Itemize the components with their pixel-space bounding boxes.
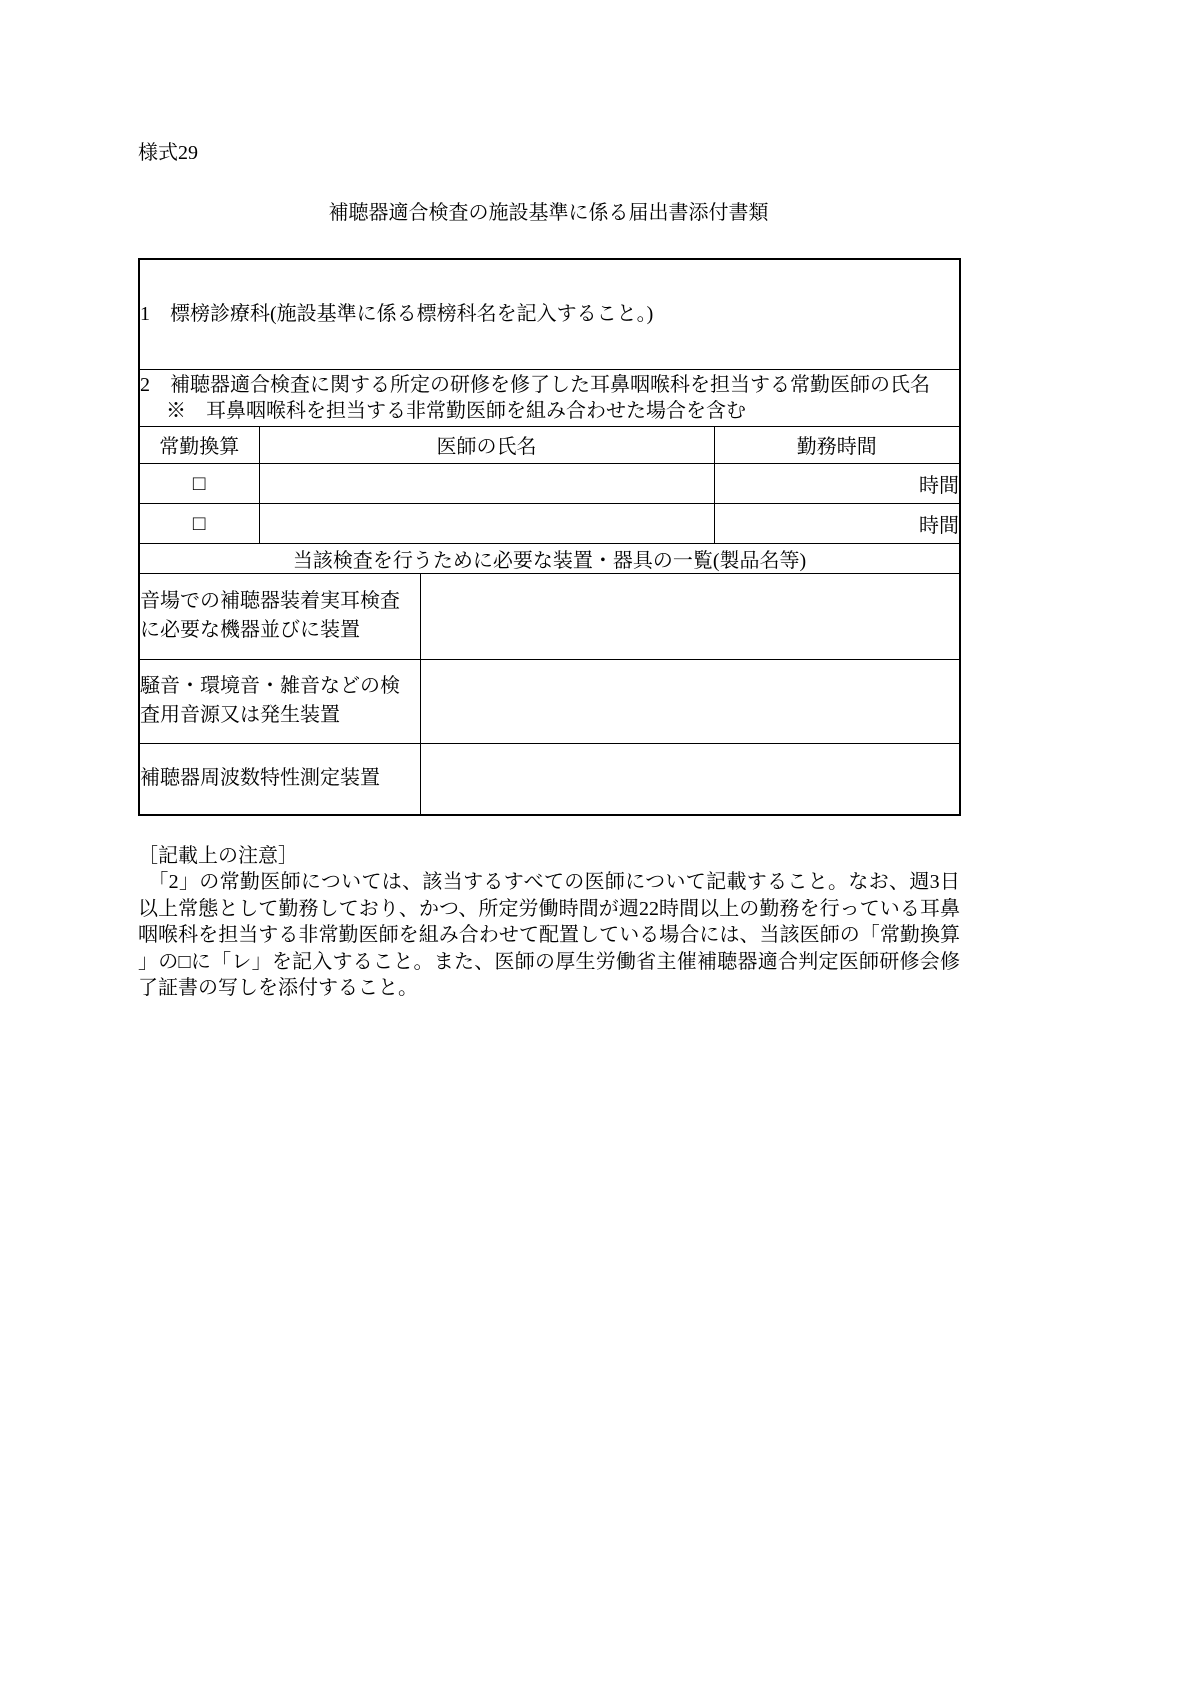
doctors-heading-line1: 2 補聴器適合検査に関する所定の研修を修了した耳鼻咽喉科を担当する常勤医師の氏名 bbox=[140, 373, 930, 396]
equipment-value-frequency-response[interactable] bbox=[420, 743, 960, 815]
equipment-heading-row bbox=[139, 543, 960, 573]
column-header-working-hours: 勤務時間 bbox=[714, 426, 960, 463]
equipment-label-noise-source: 騒音・環境音・雑音などの検査用音源又は発生装置 bbox=[139, 659, 420, 743]
section-clinical-department-row bbox=[139, 259, 960, 369]
doctors-heading-line2: ※ 耳鼻咽喉科を担当する非常勤医師を組み合わせた場合を含む bbox=[166, 399, 746, 422]
doctors-heading-cell bbox=[139, 369, 960, 426]
fte-checkbox-cell-2[interactable] bbox=[139, 503, 259, 543]
doctor-row-1 bbox=[139, 463, 960, 503]
doctor-name-field-2[interactable] bbox=[259, 503, 714, 543]
clinical-department-input-cell[interactable] bbox=[139, 259, 960, 369]
column-header-fte-conversion: 常勤換算 bbox=[139, 426, 259, 463]
column-header-doctor-name: 医師の氏名 bbox=[259, 426, 714, 463]
equipment-heading: 当該検査を行うために必要な装置・器具の一覧(製品名等) bbox=[139, 543, 960, 573]
section-doctors-heading-row bbox=[139, 369, 960, 426]
clinical-department-label: 1 標榜診療科(施設基準に係る標榜科名を記入すること。) bbox=[140, 303, 654, 326]
form-number: 様式29 bbox=[138, 142, 198, 164]
notes-heading: ［記載上の注意］ bbox=[138, 845, 298, 867]
hours-unit-label-1: 時間 bbox=[919, 474, 960, 497]
equipment-row-noise-source bbox=[139, 659, 960, 743]
fte-checkbox-2[interactable]: □ bbox=[192, 510, 206, 535]
form-table bbox=[138, 258, 961, 816]
doctor-row-2 bbox=[139, 503, 960, 543]
equipment-label-sound-field: 音場での補聴器装着実耳検査に必要な機器並びに装置 bbox=[139, 573, 420, 659]
equipment-row-sound-field bbox=[139, 573, 960, 659]
equipment-label-frequency-response: 補聴器周波数特性測定装置 bbox=[139, 743, 420, 815]
notes-body: 「2」の常勤医師については、該当するすべての医師について記載すること。なお、週3日以上常態として勤務しており、かつ、所定労働時間が週22時間以上の勤務を行っている耳鼻咽喉科を担当する非常勤医師を組み合わせて配置している場合には、当該医師の「常勤換算」の□に「レ」を記入すること。また、医師の厚生労働省主催補聴器適合判定医師研修会修了証書の写しを添付すること。 bbox=[138, 871, 960, 999]
page-title: 補聴器適合検査の施設基準に係る届出書添付書類 bbox=[328, 202, 769, 224]
hours-unit-label-2: 時間 bbox=[919, 514, 960, 537]
equipment-value-noise-source[interactable] bbox=[420, 659, 960, 743]
fte-checkbox-cell-1[interactable] bbox=[139, 463, 259, 503]
equipment-value-sound-field[interactable] bbox=[420, 573, 960, 659]
doctor-name-field-1[interactable] bbox=[259, 463, 714, 503]
working-hours-field-1[interactable] bbox=[714, 463, 960, 503]
working-hours-field-2[interactable] bbox=[714, 503, 960, 543]
fte-checkbox-1[interactable]: □ bbox=[192, 470, 206, 495]
doctor-table-header-row bbox=[139, 426, 960, 463]
equipment-row-frequency-response bbox=[139, 743, 960, 815]
